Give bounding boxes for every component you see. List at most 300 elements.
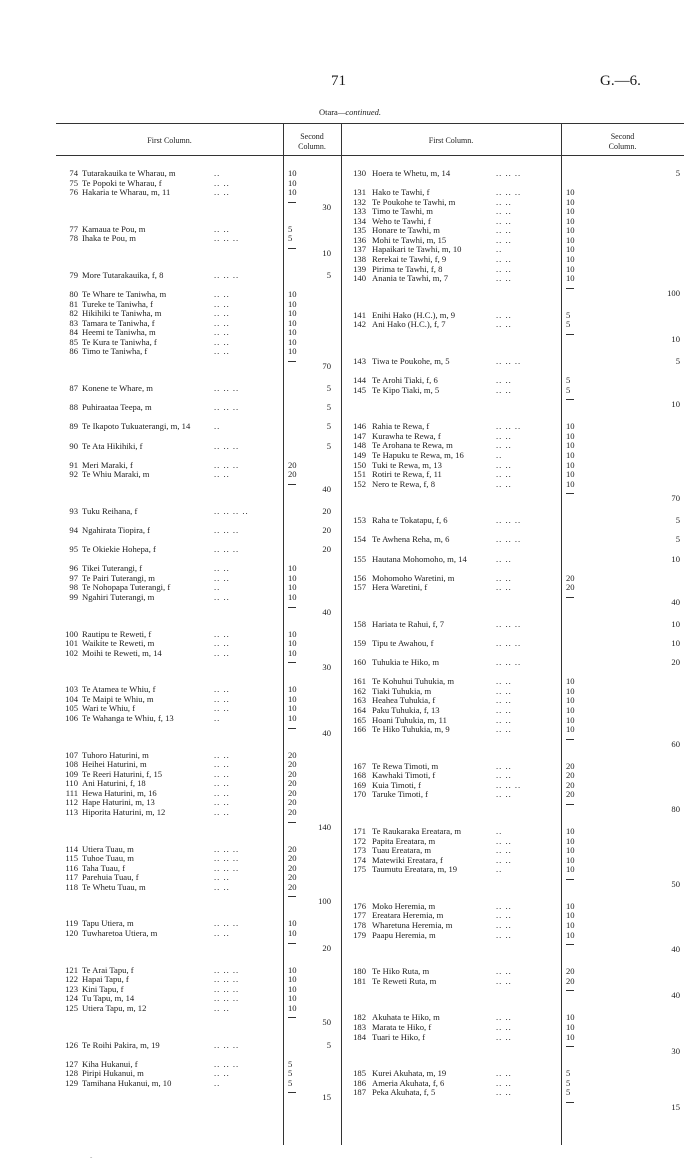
entry-number: 82 bbox=[69, 308, 78, 319]
block-total: 50 bbox=[671, 878, 680, 889]
entry-amount: 10 bbox=[288, 647, 297, 658]
entry-amount: 5 bbox=[566, 1077, 571, 1088]
leader-dots: .. .. .. bbox=[214, 1058, 240, 1069]
right-roll-row bbox=[56, 918, 684, 930]
entry-number: 81 bbox=[69, 298, 78, 309]
table-top-rule bbox=[56, 123, 684, 124]
entry-number: 103 bbox=[65, 684, 78, 695]
left-roll-row bbox=[56, 545, 684, 554]
entry-number: 91 bbox=[69, 459, 78, 470]
block-total: 20 bbox=[322, 544, 331, 555]
right-roll-row bbox=[56, 778, 684, 790]
left-roll-row bbox=[56, 1004, 684, 1013]
entry-number: 113 bbox=[65, 806, 78, 817]
right-second-column-header bbox=[561, 132, 684, 151]
entry-amount: 5 bbox=[566, 1087, 571, 1098]
entry-number: 119 bbox=[65, 918, 78, 929]
left-roll-row bbox=[56, 287, 684, 300]
entry-number: 89 bbox=[69, 421, 78, 432]
entry-number: 178 bbox=[353, 920, 366, 930]
leader-dots: .. .. bbox=[214, 563, 230, 574]
entry-number: 102 bbox=[65, 647, 78, 658]
entry-amount: 20 bbox=[288, 459, 297, 470]
person-name: Tu Tapu, m, 14 bbox=[82, 993, 135, 1004]
entry-number: 88 bbox=[69, 402, 78, 413]
entry-amount: 10 bbox=[288, 336, 297, 347]
left-roll-row bbox=[56, 1060, 684, 1069]
entry-number: 153 bbox=[353, 515, 366, 526]
entry-number: 74 bbox=[69, 168, 78, 178]
entry-amount: 10 bbox=[288, 298, 297, 309]
leader-dots: .. .. bbox=[214, 928, 230, 938]
entry-amount: 10 bbox=[566, 900, 575, 911]
entry-amount: 10 bbox=[288, 703, 297, 714]
person-name: Hape Haturini, m, 13 bbox=[82, 797, 155, 808]
entry-number: 181 bbox=[353, 975, 366, 986]
entry-amount: 10 bbox=[566, 920, 575, 930]
entry-amount: 10 bbox=[566, 845, 575, 856]
entry-amount: 10 bbox=[566, 676, 575, 687]
leader-dots: .. .. bbox=[496, 854, 512, 865]
leader-dots: .. .. bbox=[496, 225, 512, 236]
entry-number: 176 bbox=[353, 900, 366, 911]
right-roll-row bbox=[56, 223, 684, 236]
leader-dots: .. .. bbox=[214, 749, 230, 760]
leader-dots: .. .. bbox=[496, 469, 512, 480]
entry-number: 83 bbox=[69, 317, 78, 328]
leader-dots: .. .. .. bbox=[214, 233, 240, 244]
block-total: 10 bbox=[671, 618, 680, 629]
nominal-roll-table bbox=[56, 123, 684, 1145]
total-dash bbox=[288, 822, 296, 823]
person-name: Heemi te Taniwha, m bbox=[82, 327, 156, 338]
block-total: 40 bbox=[322, 483, 331, 494]
person-name: Tuki te Rewa, m, 13 bbox=[372, 459, 442, 470]
entry-number: 175 bbox=[353, 864, 366, 875]
leader-dots: .. .. bbox=[496, 714, 512, 725]
leader-dots: .. .. bbox=[496, 1031, 512, 1042]
right-roll-row bbox=[56, 759, 684, 771]
right-roll-row bbox=[56, 928, 684, 940]
leader-dots: .. bbox=[214, 421, 221, 432]
person-name: Ihaka te Pou, m bbox=[82, 233, 136, 244]
person-name: Hikihiki te Taniwha, m bbox=[82, 308, 162, 319]
entry-number: 105 bbox=[65, 703, 78, 714]
entry-amount: 10 bbox=[566, 254, 575, 264]
entry-number: 162 bbox=[353, 685, 366, 696]
leader-dots: .. .. bbox=[214, 693, 230, 704]
person-name: Hako te Tawhi, f bbox=[372, 187, 430, 198]
entry-number: 99 bbox=[69, 591, 78, 602]
leader-dots: .. .. bbox=[496, 910, 512, 921]
block-total: 10 bbox=[671, 399, 680, 410]
leader-dots: .. .. bbox=[214, 346, 230, 357]
entry-amount: 5 bbox=[288, 1077, 293, 1088]
person-name: Meri Maraki, f bbox=[82, 459, 133, 470]
right-roll-row bbox=[56, 713, 684, 725]
leader-dots: .. .. bbox=[496, 900, 512, 911]
person-name: Rautipu te Reweti, f bbox=[82, 628, 152, 639]
block-total: 70 bbox=[671, 493, 680, 504]
leader-dots: .. .. bbox=[214, 797, 230, 808]
right-roll-row bbox=[56, 461, 684, 470]
entry-amount: 10 bbox=[288, 572, 297, 583]
right-roll-row bbox=[56, 274, 684, 283]
block-total: 30 bbox=[322, 662, 331, 673]
block-total: 10 bbox=[671, 333, 680, 344]
person-name: Te Poukohe te Tawhi, m bbox=[372, 196, 456, 207]
leader-dots: .. .. bbox=[496, 572, 512, 583]
block-total: 5 bbox=[675, 515, 680, 526]
left-second-column-header bbox=[283, 132, 341, 151]
entry-amount: 20 bbox=[288, 806, 297, 817]
block-total: 10 bbox=[671, 553, 680, 564]
entry-amount: 20 bbox=[566, 770, 575, 781]
block-total: 20 bbox=[322, 525, 331, 535]
right-roll-row bbox=[56, 902, 684, 911]
entry-number: 155 bbox=[353, 553, 366, 564]
block-total: 140 bbox=[318, 821, 331, 832]
entry-number: 152 bbox=[353, 478, 366, 489]
entry-amount: 20 bbox=[288, 759, 297, 770]
left-roll-row bbox=[56, 751, 684, 760]
leader-dots: .. bbox=[496, 826, 503, 837]
leader-dots: .. .. .. bbox=[496, 638, 522, 649]
person-name: Anania te Tawhi, m, 7 bbox=[372, 273, 449, 284]
person-name: Te Raukaraka Ereatara, m bbox=[372, 826, 462, 837]
person-name: Tuhoro Haturini, m bbox=[82, 749, 149, 760]
person-name: Konene te Whare, m bbox=[82, 383, 153, 394]
block-total: 15 bbox=[322, 1092, 331, 1103]
person-name: Pirima te Tawhi, f, 8 bbox=[372, 263, 443, 274]
right-roll-row bbox=[56, 787, 684, 800]
entry-amount: 10 bbox=[566, 864, 575, 875]
person-name: Papita Ereatara, m bbox=[372, 835, 436, 846]
entry-amount: 10 bbox=[288, 638, 297, 649]
block-total: 60 bbox=[671, 738, 680, 749]
entry-amount: 20 bbox=[288, 797, 297, 808]
entry-number: 132 bbox=[353, 196, 366, 207]
leader-dots: .. .. .. bbox=[496, 168, 522, 178]
leader-dots: .. .. bbox=[496, 724, 512, 735]
leader-dots: .. .. bbox=[214, 317, 230, 328]
entry-number: 123 bbox=[65, 983, 78, 994]
left-roll-row bbox=[56, 873, 684, 882]
entry-amount: 10 bbox=[566, 196, 575, 207]
left-roll-row bbox=[56, 564, 684, 573]
leader-dots: .. .. bbox=[214, 177, 230, 188]
person-name: Moihi te Reweti, m, 14 bbox=[82, 647, 162, 658]
person-name: Te Atamea te Whiu, f bbox=[82, 684, 156, 695]
entry-amount: 10 bbox=[288, 187, 297, 198]
block-total: 5 bbox=[675, 168, 680, 178]
person-name: Tuwharetoa Utiera, m bbox=[82, 928, 158, 938]
entry-amount: 20 bbox=[288, 778, 297, 789]
entry-amount: 5 bbox=[566, 309, 571, 320]
leader-dots: .. .. .. bbox=[214, 440, 240, 451]
entry-number: 173 bbox=[353, 845, 366, 856]
block-total: 30 bbox=[671, 1046, 680, 1057]
entry-number: 157 bbox=[353, 582, 366, 593]
entry-number: 150 bbox=[353, 459, 366, 470]
person-name: Ereatara Heremia, m bbox=[372, 910, 444, 921]
entry-amount: 10 bbox=[288, 346, 297, 357]
person-name: Tuhoe Tuau, m bbox=[82, 853, 134, 864]
person-name: Hiporita Haturini, m, 12 bbox=[82, 806, 166, 817]
person-name: Ani Hako (H.C.), f, 7 bbox=[372, 319, 446, 330]
entry-number: 80 bbox=[69, 289, 78, 300]
leader-dots: .. .. bbox=[496, 770, 512, 781]
right-roll-row bbox=[56, 233, 684, 245]
entry-amount: 10 bbox=[288, 591, 297, 602]
entry-number: 109 bbox=[65, 768, 78, 779]
person-name: Te Hiko Ruta, m bbox=[372, 966, 430, 977]
leader-dots: .. .. bbox=[214, 778, 230, 789]
leader-dots: .. bbox=[496, 864, 503, 875]
entry-number: 135 bbox=[353, 225, 366, 236]
leader-dots: .. .. .. bbox=[496, 779, 522, 790]
block-total: 50 bbox=[322, 1017, 331, 1028]
entry-number: 131 bbox=[353, 187, 366, 198]
leader-dots: .. .. bbox=[214, 572, 230, 583]
entry-number: 76 bbox=[69, 187, 78, 198]
entry-amount: 5 bbox=[288, 1068, 293, 1079]
entry-number: 143 bbox=[353, 355, 366, 366]
entry-number: 75 bbox=[69, 177, 78, 188]
person-name: Te Hiko Tuhukia, m, 9 bbox=[372, 724, 450, 735]
total-dash bbox=[566, 597, 574, 598]
entry-number: 177 bbox=[353, 910, 366, 921]
entry-amount: 10 bbox=[566, 273, 575, 284]
entry-amount: 10 bbox=[566, 685, 575, 696]
leader-dots: .. .. bbox=[496, 1021, 512, 1032]
entry-number: 149 bbox=[353, 449, 366, 460]
block-total: 40 bbox=[671, 596, 680, 607]
district-name: Otara bbox=[318, 107, 338, 117]
person-name: Te Okiekie Hohepa, f bbox=[82, 544, 156, 555]
total-dash bbox=[566, 493, 574, 494]
entry-number: 180 bbox=[353, 966, 366, 977]
person-name: Kurei Akuhata, m, 19 bbox=[372, 1068, 447, 1079]
entry-number: 141 bbox=[353, 309, 366, 320]
leader-dots: .. .. bbox=[496, 319, 512, 330]
right-roll-row bbox=[56, 768, 684, 781]
right-roll-row bbox=[56, 535, 684, 544]
leader-dots: .. .. .. bbox=[496, 421, 522, 432]
person-name: Peka Akuhata, f, 5 bbox=[372, 1087, 436, 1098]
entry-amount: 10 bbox=[288, 974, 297, 985]
entry-amount: 10 bbox=[566, 854, 575, 865]
left-roll-row bbox=[56, 808, 684, 817]
person-name: Honare te Tawhi, m bbox=[372, 225, 440, 236]
entry-number: 179 bbox=[353, 929, 366, 940]
person-name: Rahia te Rewa, f bbox=[372, 421, 430, 432]
leader-dots: .. .. bbox=[496, 789, 512, 800]
left-roll-row bbox=[56, 347, 684, 356]
leader-dots: .. .. bbox=[214, 327, 230, 338]
person-name: Te Ikapoto Tukuaterangi, m, 14 bbox=[82, 421, 191, 432]
person-name: Akuhata te Hiko, m bbox=[372, 1012, 440, 1023]
entry-number: 160 bbox=[353, 657, 366, 668]
left-roll-row bbox=[56, 883, 684, 892]
person-name: Mohi te Tawhi, m, 15 bbox=[372, 234, 447, 245]
person-name: Tamara te Taniwha, f bbox=[82, 317, 155, 328]
left-roll-row bbox=[56, 593, 684, 602]
entry-number: 104 bbox=[65, 693, 78, 704]
leader-dots: .. .. bbox=[496, 478, 512, 489]
entry-number: 96 bbox=[69, 563, 78, 574]
leader-dots: .. .. bbox=[496, 835, 512, 846]
block-total: 20 bbox=[322, 942, 331, 953]
leader-dots: .. .. bbox=[496, 196, 512, 207]
right-roll-row bbox=[56, 451, 684, 460]
entry-number: 154 bbox=[353, 534, 366, 545]
leader-dots: .. .. bbox=[214, 806, 230, 817]
entry-amount: 10 bbox=[288, 693, 297, 704]
right-roll-row bbox=[56, 693, 684, 706]
entry-number: 159 bbox=[353, 638, 366, 649]
leader-dots: .. .. bbox=[214, 647, 230, 658]
person-name: Tipu te Awahou, f bbox=[372, 638, 434, 649]
entry-amount: 5 bbox=[288, 223, 293, 234]
right-roll-row bbox=[56, 684, 684, 696]
leader-dots: .. bbox=[214, 1077, 221, 1088]
entry-number: 94 bbox=[69, 525, 78, 535]
right-roll-row bbox=[56, 207, 684, 216]
entry-amount: 10 bbox=[288, 289, 297, 300]
right-roll-row bbox=[56, 217, 684, 226]
entry-number: 126 bbox=[65, 1039, 78, 1050]
right-roll-row bbox=[56, 555, 684, 564]
leader-dots: .. bbox=[496, 244, 503, 255]
block-total: 70 bbox=[322, 360, 331, 371]
left-roll-row bbox=[56, 1041, 684, 1050]
leader-dots: .. .. .. bbox=[214, 402, 240, 413]
leader-dots: .. .. bbox=[214, 881, 230, 892]
person-name: Te Pairi Tuterangi, m bbox=[82, 572, 155, 583]
person-name: Te Rewa Timoti, m bbox=[372, 760, 439, 771]
entry-number: 186 bbox=[353, 1077, 366, 1088]
entry-number: 93 bbox=[69, 505, 78, 516]
leader-dots: .. .. bbox=[496, 685, 512, 696]
report-reference: G.—6. bbox=[600, 73, 641, 89]
entry-amount: 20 bbox=[288, 862, 297, 873]
leader-dots: .. .. bbox=[214, 1002, 230, 1013]
block-total: 5 bbox=[326, 269, 331, 280]
leader-dots: .. .. bbox=[214, 759, 230, 770]
leader-dots: .. .. bbox=[496, 1077, 512, 1088]
person-name: Hariata te Rahui, f, 7 bbox=[372, 618, 445, 629]
total-dash bbox=[288, 607, 296, 608]
leader-dots: .. .. bbox=[496, 215, 512, 226]
entry-amount: 10 bbox=[566, 714, 575, 725]
person-name: Kurawha te Rewa, f bbox=[372, 430, 441, 441]
entry-amount: 20 bbox=[566, 572, 575, 583]
right-roll-row bbox=[56, 1069, 684, 1078]
block-total: 40 bbox=[322, 727, 331, 738]
total-dash bbox=[566, 879, 574, 880]
entry-number: 95 bbox=[69, 544, 78, 555]
entry-amount: 20 bbox=[288, 843, 297, 854]
left-roll-row bbox=[56, 338, 684, 347]
entry-number: 172 bbox=[353, 835, 366, 846]
leader-dots: .. .. bbox=[214, 308, 230, 319]
block-total: 5 bbox=[326, 421, 331, 432]
leader-dots: .. .. bbox=[496, 263, 512, 274]
entry-number: 78 bbox=[69, 233, 78, 244]
block-total: 40 bbox=[671, 944, 680, 955]
entry-amount: 20 bbox=[288, 768, 297, 779]
entry-amount: 10 bbox=[566, 206, 575, 217]
right-roll-row bbox=[56, 639, 684, 648]
person-name: Utiera Tuau, m bbox=[82, 843, 134, 854]
entry-number: 164 bbox=[353, 705, 366, 715]
person-name: Heahea Tuhukia, f bbox=[372, 695, 436, 706]
entry-number: 90 bbox=[69, 440, 78, 451]
person-name: Tapu Utiera, m bbox=[82, 918, 134, 929]
entry-number: 107 bbox=[65, 749, 78, 760]
leader-dots: .. .. bbox=[496, 459, 512, 470]
person-name: Te Kohuhui Tuhukia, m bbox=[372, 676, 455, 687]
person-name: Wari te Whiu, f bbox=[82, 703, 136, 714]
entry-amount: 10 bbox=[288, 582, 297, 593]
entry-amount: 10 bbox=[566, 910, 575, 921]
entry-amount: 10 bbox=[288, 964, 297, 975]
left-roll-row bbox=[56, 328, 684, 337]
leader-dots: .. .. bbox=[496, 676, 512, 687]
entry-number: 147 bbox=[353, 430, 366, 441]
block-total: 100 bbox=[667, 287, 680, 298]
entry-number: 79 bbox=[69, 269, 78, 280]
leader-dots: .. .. .. bbox=[496, 355, 522, 366]
block-total: 15 bbox=[671, 1101, 680, 1112]
leader-dots: .. .. bbox=[496, 440, 512, 451]
entry-number: 121 bbox=[65, 964, 78, 975]
page-number: 71 bbox=[331, 73, 346, 89]
entry-amount: 10 bbox=[288, 928, 297, 938]
right-roll-row bbox=[56, 432, 684, 441]
entry-amount: 5 bbox=[288, 1058, 293, 1069]
entry-number: 158 bbox=[353, 618, 366, 629]
entry-number: 128 bbox=[65, 1068, 78, 1079]
block-total: 5 bbox=[326, 440, 331, 451]
entry-amount: 10 bbox=[288, 713, 297, 723]
entry-number: 145 bbox=[353, 384, 366, 395]
leader-dots: .. .. bbox=[214, 336, 230, 347]
leader-dots: .. .. bbox=[496, 1087, 512, 1098]
entry-number: 174 bbox=[353, 854, 366, 865]
entry-amount: 10 bbox=[288, 327, 297, 338]
entry-number: 187 bbox=[353, 1087, 366, 1098]
entry-amount: 10 bbox=[566, 835, 575, 846]
header-second-line1: Second bbox=[300, 132, 324, 141]
entry-number: 127 bbox=[65, 1058, 78, 1069]
leader-dots: .. .. .. bbox=[214, 1039, 240, 1050]
entry-amount: 10 bbox=[288, 317, 297, 328]
entry-amount: 20 bbox=[566, 789, 575, 800]
entry-amount: 10 bbox=[566, 929, 575, 940]
entry-number: 156 bbox=[353, 572, 366, 583]
person-name: Ani Haturini, f, 18 bbox=[82, 778, 146, 789]
entry-amount: 10 bbox=[288, 1002, 297, 1013]
leader-dots: .. .. bbox=[496, 430, 512, 441]
leader-dots: .. .. bbox=[214, 638, 230, 649]
entry-number: 100 bbox=[65, 628, 78, 639]
entry-number: 114 bbox=[65, 843, 78, 854]
leader-dots: .. .. bbox=[496, 384, 512, 395]
block-total: 10 bbox=[671, 638, 680, 649]
person-name: Tamihana Hukanui, m, 10 bbox=[82, 1077, 172, 1088]
